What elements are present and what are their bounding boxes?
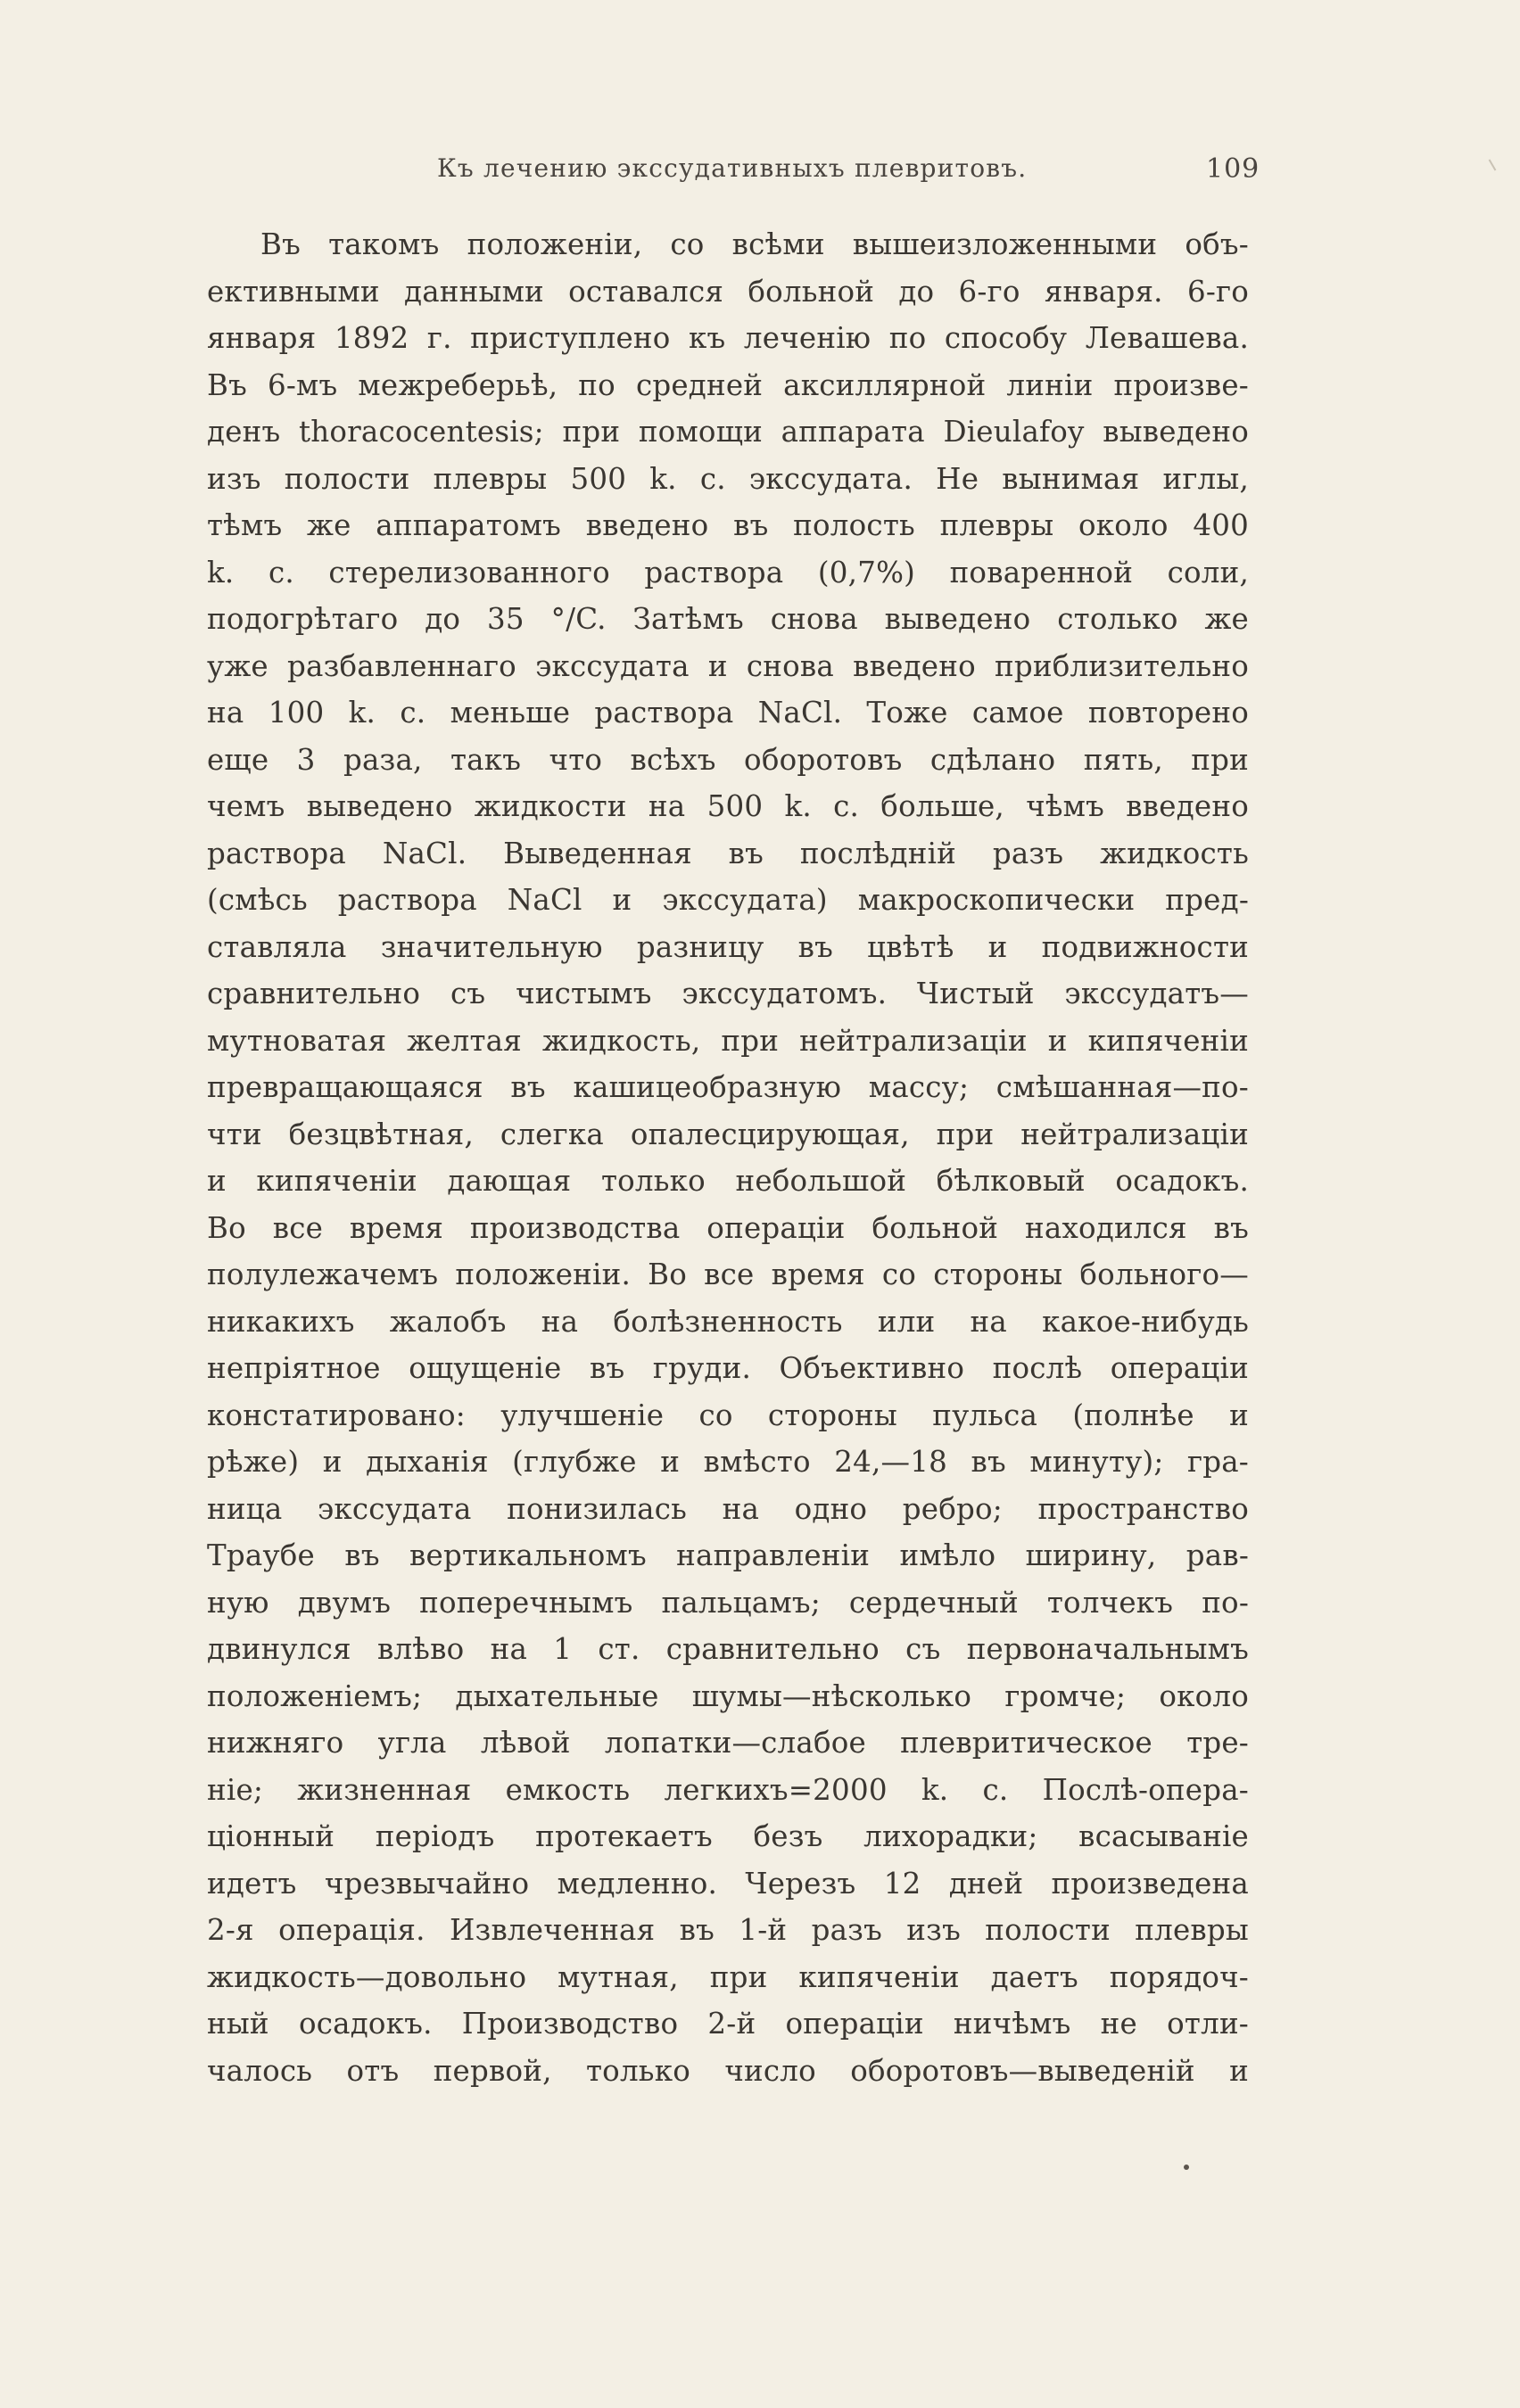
text-line: превращающаяся въ кашицеобразную массу; смѣшанная—по- — [207, 1070, 1249, 1104]
text-line: ница экссудата понизилась на одно ребро; пространство — [207, 1491, 1249, 1526]
text-line: k. c. стерелизованного раствора (0,7%) поваренной соли, — [207, 555, 1249, 590]
text-line: ставляла значительную разницу въ цвѣтѣ и подвижности — [207, 929, 1249, 964]
text-line: (смѣсь раствора NaCl и экссудата) макроскопически пред- — [207, 883, 1249, 917]
text-line: чемъ выведено жидкости на 500 k. c. больше, чѣмъ введено — [207, 789, 1249, 823]
text-line: Въ 6-мъ межреберьѣ, по средней аксиллярной линіи произве- — [207, 367, 1249, 402]
text-line: ніе; жизненная емкость легкихъ=2000 k. c. Послѣ-опера- — [207, 1772, 1249, 1807]
text-line: нижняго угла лѣвой лопатки—слабое плевритическое тре- — [207, 1726, 1249, 1760]
text-line: непріятное ощущеніе въ груди. Объективно послѣ операціи — [207, 1351, 1249, 1385]
text-line: ную двумъ поперечнымъ пальцамъ; сердечный толчекъ по- — [207, 1585, 1249, 1620]
ink-speck — [1184, 2165, 1189, 2170]
text-line: положеніемъ; дыхательные шумы—нѣсколько громче; около — [207, 1678, 1249, 1713]
text-line: ективными данными оставался больной до 6-го января. 6-го — [207, 274, 1249, 309]
text-line: и кипяченіи дающая только небольшой бѣлковый осадокъ. — [207, 1164, 1249, 1198]
text-line: сравнительно съ чистымъ экссудатомъ. Чистый экссудатъ— — [207, 977, 1249, 1010]
text-line: 2-я операція. Извлеченная въ 1-й разъ изъ полости плевры — [207, 1913, 1249, 1947]
text-line: ціонный періодъ протекаетъ безъ лихорадки; всасываніе — [207, 1819, 1249, 1853]
text-line: января 1892 г. приступлено къ леченію по способу Левашева. — [207, 321, 1249, 355]
text-line: на 100 k. c. меньше раствора NaCl. Тоже самое повторено — [207, 696, 1249, 730]
text-line: Въ такомъ положеніи, со всѣми вышеизложенными объ- — [260, 227, 1249, 261]
running-head — [0, 153, 1520, 198]
text-line: уже разбавленнаго экссудата и снова введено приблизительно — [207, 648, 1249, 683]
text-line: чти безцвѣтная, слегка опалесцирующая, при нейтрализаціи — [207, 1117, 1249, 1151]
text-line: никакихъ жалобъ на болѣзненность или на какое-нибудь — [207, 1304, 1249, 1339]
text-line: идетъ чрезвычайно медленно. Черезъ 12 дней произведена — [207, 1866, 1249, 1901]
text-line: денъ thoracocentesis; при помощи аппарата Dieulafoy выведено — [207, 415, 1249, 449]
text-line: Траубе въ вертикальномъ направленіи имѣло ширину, рав- — [207, 1538, 1249, 1572]
running-title: Къ лечению экссудативныхъ плевритовъ. — [437, 153, 1028, 183]
text-line: полулежачемъ положеніи. Во все время со стороны больного— — [207, 1258, 1249, 1291]
text-line: двинулся влѣво на 1 ст. сравнительно съ первоначальнымъ — [207, 1632, 1249, 1666]
text-line: рѣже) и дыханія (глубже и вмѣсто 24,—18 въ минуту); гра- — [207, 1445, 1249, 1479]
page-number: 109 — [1206, 153, 1260, 185]
text-line: изъ полости плевры 500 k. c. экссудата. Не вынимая иглы, — [207, 461, 1249, 496]
text-line: чалось отъ первой, только число оборотовъ—выведеній и — [207, 2053, 1249, 2088]
text-line: подогрѣтаго до 35 °/C. Затѣмъ снова выведено столько же — [207, 602, 1249, 636]
text-line: жидкость—довольно мутная, при кипяченіи даетъ порядоч- — [207, 1959, 1249, 1994]
text-line: констатировано: улучшеніе со стороны пульса (полнѣе и — [207, 1398, 1249, 1432]
text-line: еще 3 раза, такъ что всѣхъ оборотовъ сдѣлано пять, при — [207, 742, 1249, 777]
text-line: раствора NaCl. Выведенная въ послѣдній разъ жидкость — [207, 836, 1249, 870]
text-line: ный осадокъ. Производство 2-й операціи ничѣмъ не отли- — [207, 2007, 1249, 2041]
text-line: мутноватая желтая жидкость, при нейтрализаціи и кипяченіи — [207, 1023, 1249, 1058]
text-line: тѣмъ же аппаратомъ введено въ полость плевры около 400 — [207, 508, 1249, 542]
text-line: Во все время производства операціи больной находился въ — [207, 1210, 1249, 1245]
body-text — [207, 221, 1249, 2094]
